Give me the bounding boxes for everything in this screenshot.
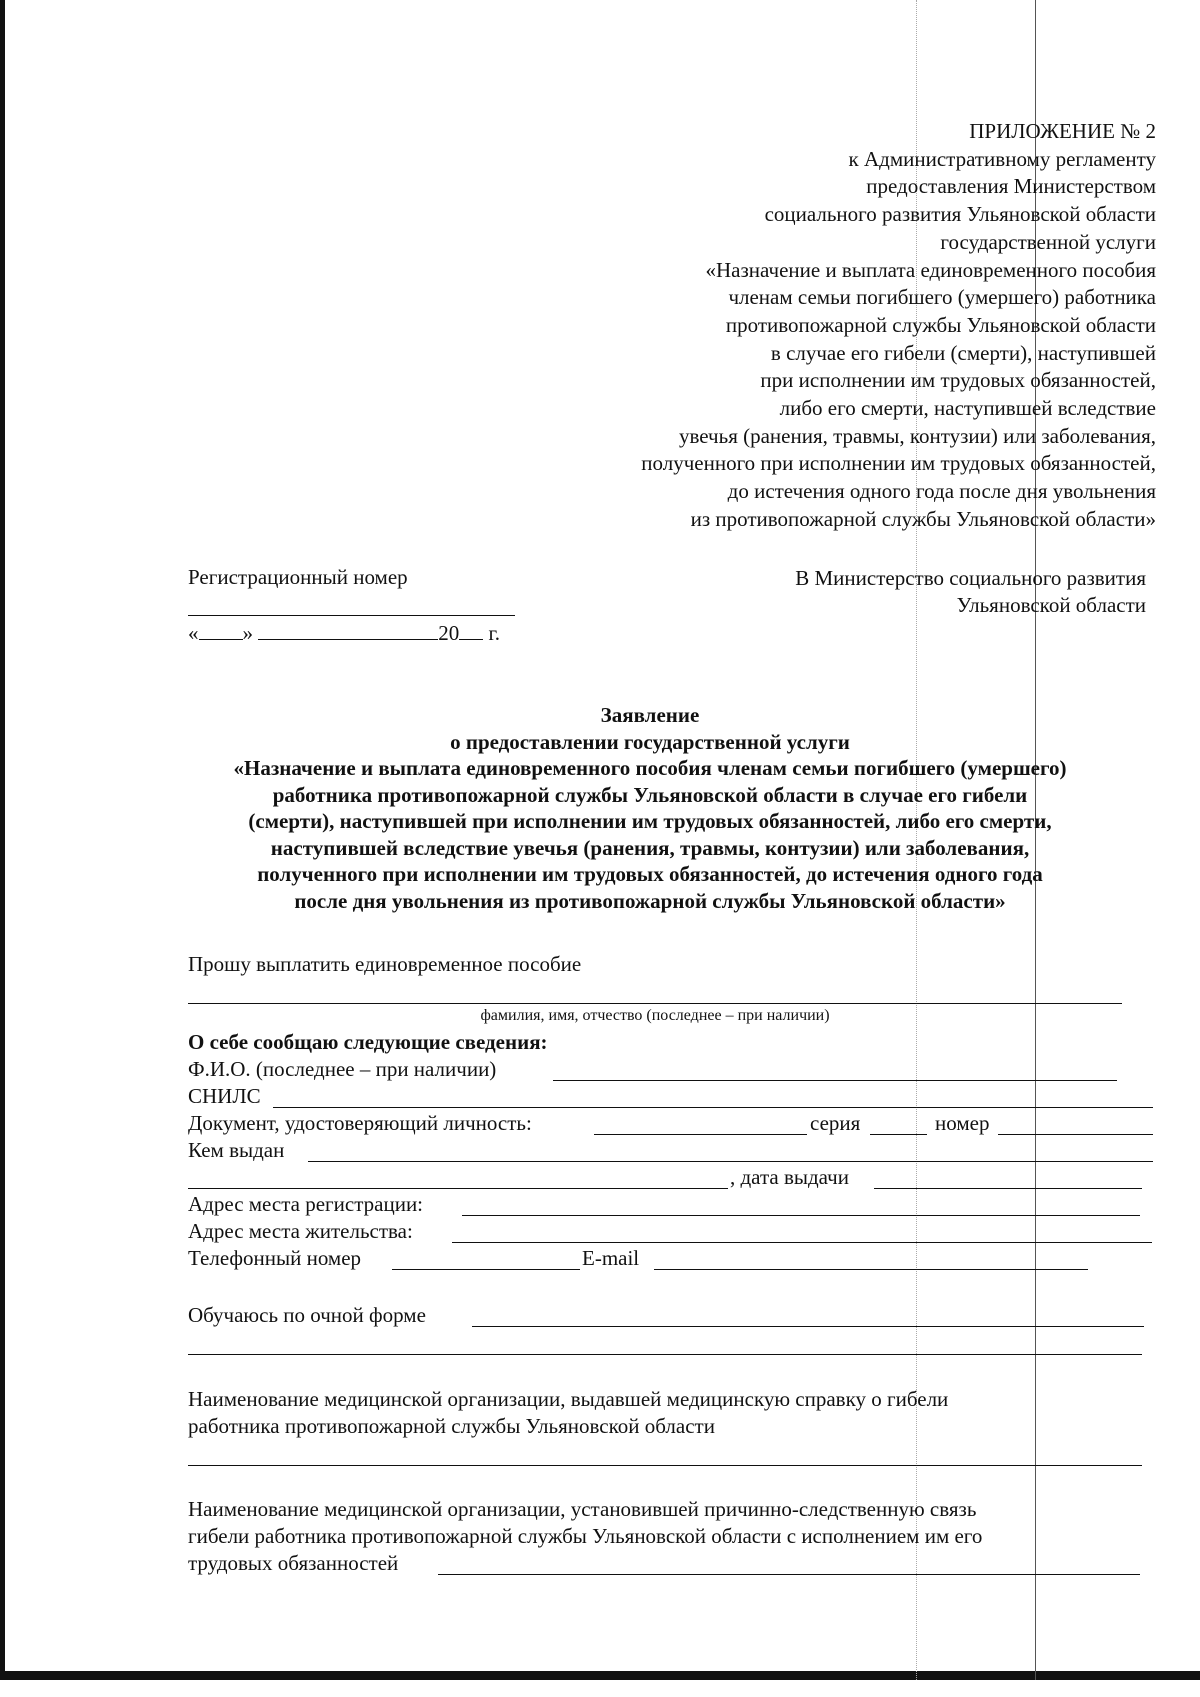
full-time-study-field[interactable] [472, 1326, 1144, 1327]
snils-field[interactable] [273, 1107, 1153, 1108]
date-close-quote: » [242, 621, 253, 645]
title-line: о предоставлении государственной услуги [450, 729, 850, 754]
title-line: полученного при исполнении им трудовых обязанностей, до истечения одного года [257, 862, 1043, 886]
appendix-line: противопожарной службы Ульяновской области [725, 312, 1156, 337]
issued-by-field[interactable] [308, 1161, 1153, 1162]
registration-year-suffix: г. [488, 621, 500, 645]
beneficiary-fio-field[interactable] [188, 1003, 1122, 1004]
id-document-label: Документ, удостоверяющий личность: [188, 1111, 532, 1135]
appendix-line: «Назначение и выплата единовременного пособия [705, 257, 1156, 282]
registration-year-field[interactable] [459, 622, 483, 640]
number-field[interactable] [998, 1134, 1153, 1135]
medical-org-causation-field[interactable] [438, 1574, 1140, 1575]
issue-date-label: , дата выдачи [730, 1165, 849, 1189]
medical-org-causation-label-line2: гибели работника противопожарной службы Ульяновской области с исполнением им его [188, 1524, 983, 1548]
appendix-line: предоставления Министерством [866, 174, 1156, 199]
request-text: Прошу выплатить единовременное пособие [188, 952, 582, 976]
medical-org-certificate-label-line2: работника противопожарной службы Ульяновской области [188, 1414, 715, 1438]
appendix-line: либо его смерти, наступившей вследствие [779, 396, 1156, 421]
appendix-line: увечья (ранения, травмы, контузии) или заболевания, [678, 423, 1156, 448]
full-time-study-field-continued[interactable] [188, 1354, 1142, 1355]
full-time-study-label: Обучаюсь по очной форме [188, 1303, 426, 1327]
registration-day-field[interactable] [199, 622, 243, 640]
appendix-line: социального развития Ульяновской области [764, 202, 1156, 227]
medical-org-causation-label-line3: трудовых обязанностей [188, 1551, 399, 1575]
title-line: работника противопожарной службы Ульяновской области в случае его гибели [272, 782, 1028, 807]
registration-address-field[interactable] [462, 1215, 1140, 1216]
residence-address-field[interactable] [452, 1242, 1152, 1243]
appendix-header [641, 118, 1156, 534]
title-line: после дня увольнения из противопожарной службы Ульяновской области» [294, 888, 1006, 913]
appendix-line: до истечения одного года после дня увольнения [727, 479, 1156, 504]
appendix-line: при исполнении им трудовых обязанностей, [760, 368, 1156, 393]
appendix-line: членам семьи погибшего (умершего) работника [728, 285, 1156, 310]
registration-year-prefix: 20 [438, 621, 460, 645]
registration-month-field[interactable] [258, 622, 438, 640]
scan-border-bottom [0, 1671, 1200, 1680]
series-field[interactable] [870, 1134, 927, 1135]
fio-field[interactable] [553, 1080, 1117, 1081]
about-heading: О себе сообщаю следующие сведения: [188, 1030, 548, 1054]
issue-date-field[interactable] [874, 1188, 1142, 1189]
fio-caption: фамилия, имя, отчество (последнее – при наличии) [480, 1007, 830, 1024]
email-field[interactable] [654, 1269, 1088, 1270]
medical-org-certificate-field[interactable] [188, 1465, 1142, 1466]
appendix-line: к Административному регламенту [848, 146, 1156, 171]
residence-address-label: Адрес места жительства: [188, 1219, 413, 1243]
appendix-line: государственной услуги [940, 229, 1156, 254]
medical-org-causation-label-line1: Наименование медицинской организации, установившей причинно-следственную связь [188, 1497, 977, 1521]
registration-address-label: Адрес места регистрации: [188, 1192, 424, 1216]
title-line: Заявление [600, 703, 700, 727]
title-line: «Назначение и выплата единовременного пособия членам семьи погибшего (умершего) [233, 756, 1067, 780]
application-title [150, 702, 1150, 914]
date-open-quote: « [188, 621, 199, 645]
email-label: E-mail [582, 1246, 640, 1270]
addressee [795, 565, 1146, 619]
issued-by-field-continued[interactable] [188, 1188, 728, 1189]
registration-number-field[interactable] [188, 615, 515, 616]
number-label: номер [935, 1111, 990, 1135]
appendix-line: полученного при исполнении им трудовых обязанностей, [641, 451, 1156, 476]
addressee-line: В Министерство социального развития [795, 566, 1146, 590]
addressee-line: Ульяновской области [956, 593, 1146, 617]
appendix-line: ПРИЛОЖЕНИЕ № 2 [969, 119, 1156, 143]
scan-border-left [0, 0, 5, 1680]
id-document-field[interactable] [594, 1134, 807, 1135]
appendix-line: из противопожарной службы Ульяновской области» [690, 506, 1156, 531]
appendix-line: в случае его гибели (смерти), наступившей [770, 340, 1156, 365]
series-label: серия [810, 1111, 861, 1135]
issued-by-label: Кем выдан [188, 1138, 285, 1162]
registration-date [188, 621, 500, 646]
snils-label: СНИЛС [188, 1084, 261, 1108]
registration-number-label: Регистрационный номер [188, 565, 408, 589]
title-line: наступившей вследствие увечья (ранения, травмы, контузии) или заболевания, [270, 835, 1030, 860]
phone-label: Телефонный номер [188, 1246, 362, 1270]
fio-label: Ф.И.О. (последнее – при наличии) [188, 1057, 497, 1081]
phone-field[interactable] [392, 1269, 580, 1270]
medical-org-certificate-label-line1: Наименование медицинской организации, выдавшей медицинскую справку о гибели [188, 1387, 949, 1411]
title-line: (смерти), наступившей при исполнении им трудовых обязанностей, либо его смерти, [248, 809, 1052, 833]
